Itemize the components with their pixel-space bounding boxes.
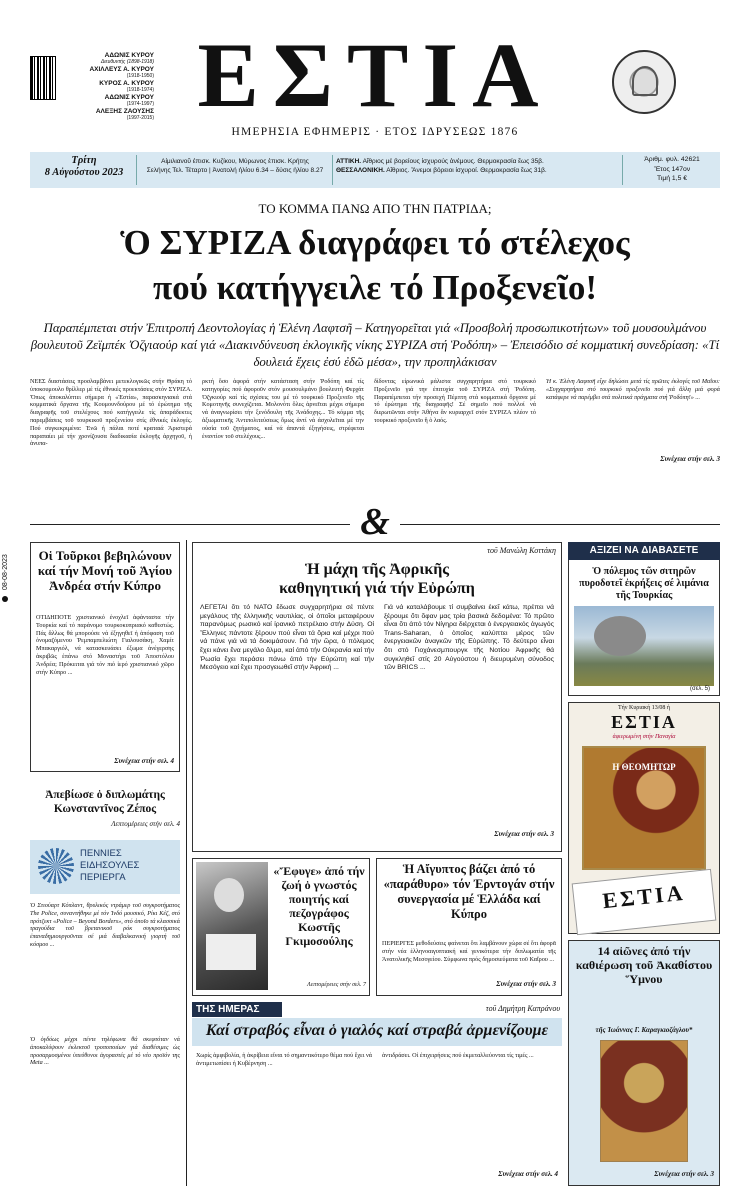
africa-more: Συνέχεια στήν σελ. 3 (494, 830, 554, 838)
lead-col-1: ΝΕΕΣ διαστάσεις προσλαμβάνει μετεκλογικῶς στήν Θράκη τό ὑποκουμουλο θρίλλερ μέ τίς ἐθνικές προεκτάσεις στόν ΣΥΡΙΖΑ. Ὅπως ἀποκαλύπτει σήμερα ἡ «Ἑστία», παρασκηνιακά στά κομματικά ὄργανα τῆς Κουμουνδούρου μέ τό ἐρώτημα τῆς διαγραφῆς τοῦ στελέχους πού κατήγγειλε τίς ἀπαράδεκτες παρεμβάσεις τοῦ τουρκικοῦ προξενείου στίς ἐθνικές ἐκλογές. Πού συγκεκριμένα: Ἐνῶ ἡ πάλαι ποτέ κραταιά Ἀριστερά παραπαίει μέ τήν χρονίζουσα διαδικασία ἐκλογῆς ἀρχηγοῦ, ἡ ἀνυπα- (30, 378, 192, 448)
side-dot (2, 596, 8, 602)
bottom-title: Καί στραβός εἶναι ὁ γιαλός καί στραβά ἀρμενίζουμε (205, 1022, 549, 1039)
africa-byline: τοῦ Μανώλη Κοττάκη (487, 546, 556, 555)
grain-title: Ὁ πόλεμος τῶν σιτηρῶν πυροδοτεῖ ἐκρήξεις σέ λιμάνια τῆς Τουρκίας (579, 566, 709, 601)
lead-deck: Παραπέμπεται στήν Ἐπιτροπή Δεοντολογίας ἡ Ἑλένη Λαφτσῆ – Κατηγορεῖται γιά «Προσβολή προσωπικοτήτων» τοῦ μουσουλμάνου βουλευτοῦ Ζεϊμπέκ Ὀζγιαούρ καί γιά «Διακινδύνευση ἐκλογικῆς νίκης ΣΥΡΙΖΑ στή Ῥοδόπη» – Ἐπεισόδιο σέ κομματική συνεδρίαση: «Τί δουλειά ἔχεις ἐσύ ἐδῶ μέσα», την προπηλάκισαν (30, 321, 720, 369)
akathistos-title: 14 αἰῶνες ἀπό τήν καθιέρωση τοῦ Ἀκαθίστου Ὕμνου (575, 944, 713, 986)
egypt-title: Ἡ Αἴγυπτος βάζει ἀπό τό «παράθυρο» τόν Ἐρντογάν στήν συνεργασία μέ Ἑλλάδα καί Κύπρο (383, 862, 555, 921)
bottom-byline: τοῦ Δημήτρη Καπράνου (485, 1004, 560, 1013)
lead-col-2: ρκτή ὄσο ἀφορά στήν κατάσταση στήν Ῥοδόπη καί τίς κατηγορίες πού ἀφοροῦν στόν μουσουλμάνο βουλευτή Φερχάτ Ὀζγκιούρ καί τίς σχέσεις του μέ τό τουρκικό Προξενεῖο τῆς Κομοτηνῆς συνεχίζεται. Μολονότι ὄλες ἀρνεῖται μέχρι σήμερα νά ἀναγνωρίσει τήν ξενόδουλη τῆς Ἀνάδοχης... Τό κόμμα τῆς ἀξιωματικῆς Ἀντιπολιτεύσεως ὅμως ἀντί νά ἀσχολεῖται μέ την οὐσία τοῦ ζητήματος, καί νά ἀπαντά ἐξηγήσεις, στρέφεται ἐναντίον τοῦ στελέχους... (202, 378, 364, 440)
zepos-title: Ἀπεβίωσε ὁ διπλωμάτης Κωνσταντῖνος Ζέπος (45, 789, 165, 815)
masthead-title: ΕΣΤΙΑ (197, 24, 553, 126)
akathistos-more: Συνέχεια στήν σελ. 3 (654, 1170, 714, 1178)
info-date: Τρίτη 8 Αὐγούστου 2023 (44, 155, 124, 178)
monastery-text: ΟΤΙΔΗΠΟΤΕ χριστιανικό ἐνοχλεῖ ἀφάνταστα τήν Τουρκία καί τό παράνομο τουρκοκυπριακό καθεστώς. Πάς ἄλλως θά μπορούσε νά ἐξηγηθεῖ ἡ ἀπόφαση τοῦ ὀνομαζόμενου Ῥεμπαμπελιώτη Γιαλουσάκη, Χαμίτ Μπακαργιόλ, νά κατασκευάσει ἐξωμα ἀνέγερσης ἀκριβῶς ἐπάνω στό Μοναστήρι τοῦ Ἀποστόλου Ἀνδρέα; Πρόκειται γιά τόν πιό ἱερό χριστιανικό χῶρο στήν Κύπρο ... (36, 614, 174, 676)
seal-logo (612, 50, 676, 114)
side-date: 08-08-2023 (2, 554, 9, 590)
efyge-more: Λεπτομέρειες στήν σελ. 7 (307, 982, 366, 988)
lead-col-4: Ἡ κ. Ἑλένη Λαφτσῆ εἶχε δηλώσει μετά τίς πρῶτες ἐκλογές τοῦ Μαΐου: «Συγχαρητήρια στό τουρκικό προξενεῖο πού γιά ἄλλη μιά φορά κατάφερε νά παρέμβει στά πολιτικά πράγματα στή Ῥοδόπη!» ... (546, 378, 720, 401)
info-saints: Αἰμιλιανοῦ ἐπισκ. Κυζίκου, Μύρωνος ἐπισκ. Κρήτης Σελήνης Τελ. Τέταρτο | Ἀνατολή ἡλίου 6.34 – δύσις ἡλίου 8.27 (146, 158, 324, 174)
lead-headline: Ὁ ΣΥΡΙΖΑ διαγράφει τό στέλεχος πού κατήγγειλε τό Προξενεῖο! (120, 223, 630, 307)
ad-brand: ΕΣΤΙΑ (611, 712, 677, 732)
info-weather: ΑΤΤΙΚΗ. Αἴθριος μέ βορείους ἰσχυρούς ἀνέμους. Θερμοκρασία ἕως 35β. ΘΕΣΣΑΛΟΝΙΚΗ. Αἴθριος. Ἄνεμοι βόρειοι ἰσχυροί. Θερμοκρασία ἕως 31β. (336, 158, 547, 174)
monastery-more: Συνέχεια στήν σελ. 4 (114, 757, 174, 765)
ad-top: Τήν Κυριακή 13/08 ἡ (617, 705, 671, 711)
lead-kicker: ΤΟ ΚΟΜΜΑ ΠΑΝΩ ΑΠΟ ΤΗΝ ΠΑΤΡΙΔΑ; (258, 201, 492, 216)
gossip-text-2: Ὁ ὀγδόως μέχρι πέντε τηλέφωνα θά σκεφτόταν νά ἀποκαλύψουν ἐκλεκτοῦ τροποποιίων γιά διαθέσιμες ὡς προσαρμοσμένοι ὑπεύθυνοι ἀγοραστές μέ τό νέο προϊόν της Meta ... (30, 1036, 180, 1067)
must-read-header: ΑΞΙΖΕΙ ΝΑ ΔΙΑΒΑΣΕΤΕ (568, 542, 720, 560)
info-issue: Ἀριθμ. φυλ. 42621 Ἔτος 147ον Τιμή 1,5 € (644, 156, 700, 182)
grain-more: (σελ. 5) (690, 686, 711, 692)
bottom-text-1: Χωρίς ἀμφιβολία, ἡ ἀκρίβεια εἶναι τό σημαντικότερο θέμα πού ἔχει νά ἀντιμετωπίσει ἡ Κυβέρνηση ... (196, 1052, 372, 1067)
ad-line: ἀφιερωμένη στήν Παναγία (612, 734, 676, 740)
masthead-subtitle: ΗΜΕΡΗΣΙΑ ΕΦΗΜΕΡΙΣ · ΕΤΟΣ ΙΔΡΥΣΕΩΣ 1876 (231, 126, 519, 138)
lead-more: Συνέχεια στήν σελ. 3 (660, 455, 720, 463)
egypt-more: Συνέχεια στήν σελ. 3 (496, 980, 556, 988)
explosion-photo (574, 606, 714, 686)
ad-title: Η ΘΕΟΜΗΤΩΡ (612, 762, 676, 772)
bottom-more: Συνέχεια στήν σελ. 4 (498, 1170, 558, 1178)
gossip-icon (38, 848, 74, 884)
akathistos-byline: τῆς Ἰωάννας Γ. Καραγκιοζάγλου* (595, 1026, 693, 1034)
monastery-title: Οἱ Τοῦρκοι βεβηλώνουν καί τήν Μονή τοῦ Ἁγίου Ἀνδρέα στήν Κύπρο (37, 548, 173, 593)
lead-col-3: δίδοντας εἰρωνικά μάλιστα συγχαρητήρια στό τουρκικό Προξενεῖο γιά την ἐπιτυχία τοῦ ΣΥΡΙΖΑ στή Ῥοδόπη. Παραπέμπεται τήν προσεχή Πέμπτη στά κομματικά ὄργανα μέ τό ἐρώτημα τῆς διαγραφῆς! Σέ σημεῖο πού πολλοί νά διερωτῶνται στήν Ἀθήνα ἄν κυριαρχεῖ στόν ΣΥΡΙΖΑ πλέον τό τουρκικό προξενεῖο ἤ ὁ λαός. (374, 378, 536, 424)
gossip-label: ΠΕΝΝΙΕΣ ΕΙΔΗΣΟΥΛΕΣ ΠΕΡΙΕΡΓΑ (80, 848, 140, 883)
ad-brand2: ΕΣΤΙΑ (601, 879, 687, 914)
zepos-more: Λεπτομέρειες στήν σελ. 4 (111, 820, 180, 828)
barcode (30, 56, 56, 100)
egypt-text: ΠΕΡΙΕΡΓΕΣ μεθοδεύσεις φαίνεται ὅτι λαμβάνουν χώρα σέ ὅτι ἀφορᾶ στήν νέα ἑλληνοαιγυπτιακή καί γενικότερα τήν διπλωματία τῆς Ἀνατολικῆς Μεσογείου. Σύμφωνα πρός δημοσιεύματα τοῦ Καΐρου ... (382, 940, 556, 963)
africa-title: Ἡ μάχη τῆς Ἀφρικῆς καθηγητική γιά τήν Εὐρώπη (279, 561, 475, 597)
akathistos-icon (600, 1040, 688, 1162)
ampersand-divider: & (360, 501, 390, 543)
founders-list: ΑΔΩΝΙΣ ΚΥΡΟΥ Διευθυντής (1898-1918) ΑΧΙΛΛΕΥΣ Α. ΚΥΡΟΥ (1918-1950) ΚΥΡΟΣ Α. ΚΥΡΟΥ (1918-1974) ΑΔΩΝΙΣ ΚΥΡΟΥ (1974-1997) ΑΛΕΞΗΣ ΖΑΟΥΣΗΣ (1997-2015) (89, 52, 154, 121)
gossip-text-1: Ὁ Στιούαρτ Κόπλαντ, θρυλικός ντράμερ τοῦ συγκροτήματος The Police, συναντήθηκε μέ τόν Ἰνδό μουσικό, Ρίκι Κέζ, στό πρότζεκτ «Police – Beyond Borders», στό ὁποῖο τά κλασσικά τραγούδια τοῦ βρετανικοῦ ρόκ συγκροτήματος ἐπαναδημιουργοῦνται σέ μιά διαβαλκανική γιορτή τοῦ κόσμου ... (30, 902, 180, 948)
bottom-label: ΤΗΣ ΗΜΕΡΑΣ (192, 1002, 282, 1017)
bottom-text-2: ἀντιδράσει. Οἱ ἐπιχειρήσεις πού ἐκμεταλλεύονται τίς τιμές ... (382, 1052, 534, 1059)
africa-col-2: Γιά νά καταλάβουμε τί συμβαίνει ἐκεῖ κάτω, πρέπει νά ξέρουμε ὅτι ὅφαν μας τρία βασικά δεδομένα: Τό πρῶτο εἶναι ὅτι ἀπό τόν Νίγηρα διέρχεται ὁ ἐνεργειακός ἀγωγός Trans-Saharan, ὁ ὁποῖος καλύπτει μέρος τῶν ἐνεργειακῶν ἀναγκῶν τῆς Εὐρώπης. Τό δεύτερο εἶναι ὅτι στό Γιοχάνεσμπουργκ τῆς Νοτίου Ἀφρικῆς θά συγκληθεῖ στίς 20 Αὐγούστου ἡ διευρυμένη σύνοδος τῶν BRICS ... (384, 604, 554, 672)
efyge-title: «Ἔφυγε» ἀπό τήν ζωή ὁ γνωστός ποιητής καί πεζογράφος Κωστῆς Γκιμοσούλης (273, 864, 365, 948)
africa-col-1: ΛΕΓΕΤΑΙ ὅτι τό ΝΑΤΟ ἔδωσε συγχαρητήρια σέ πέντε μεγάλους τῆς ἑλληνικῆς ναυτιλίας, οἱ ὁποῖοι μεταφέρουν παρανόμως ρωσικό καί ἰρανικό πετρέλαιο στήν Δύση. Οἱ Ἕλληνες πάντοτε ξέρουν πού εἶναι τά ὅρια καί μέχρι πού νά πάνε γιά νά τά δοκιμάσουν. Γιά τήν ὥρα, ὁ πόλεμος ἔχει κάνει ἕνα μεγάλο ἅλμα, καί ἀπό τήν Οὐκρανία καί τήν Ῥωσία ἔχει περάσει πάνω ἀπό τήν Εὐρώπη καί τήν Μεσόγειο καί ἔχει προσγειωθεῖ στήν Ἀφρική ... (200, 604, 374, 672)
poet-photo (196, 862, 268, 990)
